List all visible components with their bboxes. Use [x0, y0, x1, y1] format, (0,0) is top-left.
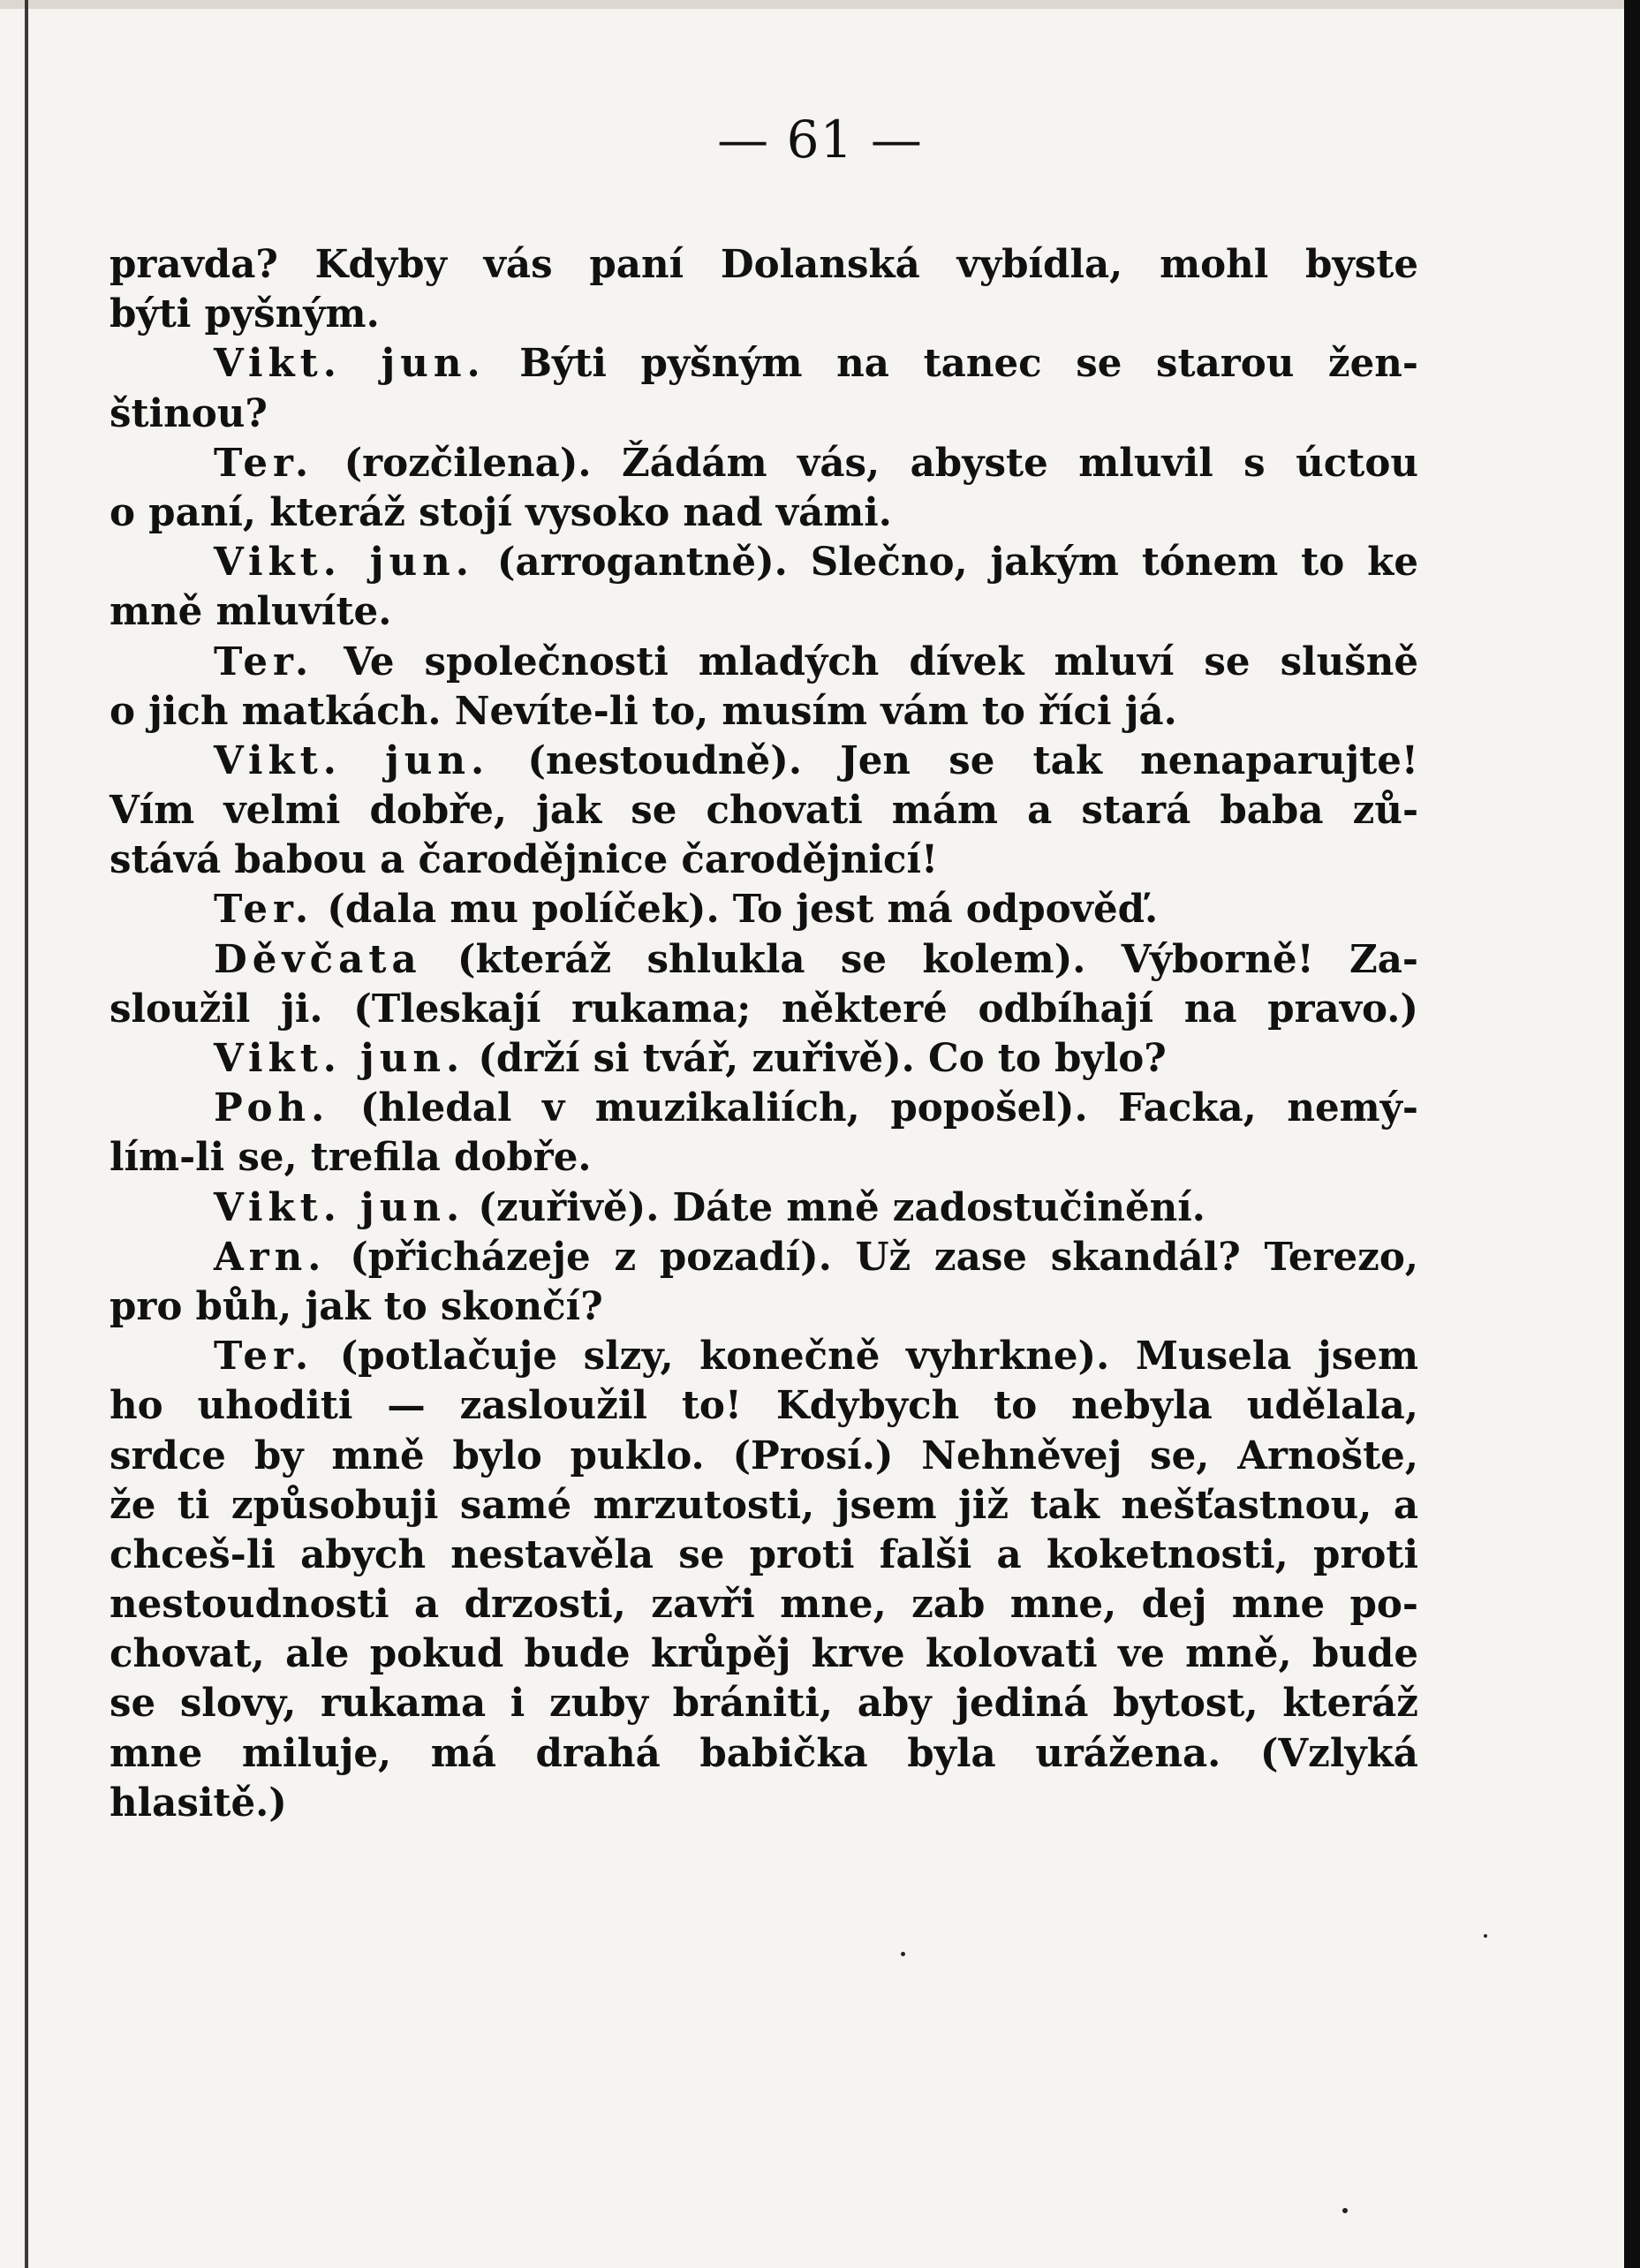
text-line [110, 339, 1418, 389]
text-line [110, 1629, 1418, 1679]
text-line [110, 587, 1418, 637]
line-text: chovat, ale pokud bude krůpěj krve kolovati ve mně, bude [110, 1631, 1418, 1677]
line-text: mne miluje, má drahá babička byla urážena. (Vzlyká [110, 1730, 1418, 1776]
speaker-name: Ter. [214, 1334, 314, 1380]
text-line [110, 488, 1418, 538]
line-text: (hledal v muzikaliích, popošel). Facka, nemý- [359, 1085, 1418, 1131]
line-text: pravda? Kdyby vás paní Dolanská vybídla, mohl byste [110, 242, 1418, 287]
line-text: (zuřivě). Dáte mně zadostučinění. [478, 1184, 1205, 1230]
page-top-edge [0, 0, 1640, 9]
line-text: (přicházeje z pozadí). Už zase skandál? Terezo, [350, 1234, 1418, 1280]
speaker-name: Ter. [214, 440, 314, 486]
line-text: stává babou a čarodějnice čarodějnicí! [110, 837, 939, 883]
text-line [110, 687, 1418, 737]
text-line [110, 1779, 1418, 1828]
body-text [110, 240, 1418, 1828]
line-text: (rozčilena). Žádám vás, abyste mluvil s úctou [344, 440, 1418, 486]
speaker-name: Vikt. jun. [214, 1184, 465, 1230]
speaker-name: Vikt. jun. [214, 341, 486, 387]
text-line [110, 1133, 1418, 1183]
speaker-name: Poh. [214, 1085, 330, 1131]
text-line [110, 1679, 1418, 1728]
text-line [110, 290, 1418, 339]
line-text: býti pyšným. [110, 291, 380, 337]
scan-speck [1342, 2208, 1348, 2213]
text-line [110, 1729, 1418, 1779]
speaker-name: Ter. [214, 639, 314, 684]
text-line [110, 885, 1418, 934]
text-line [110, 985, 1418, 1034]
line-text: ho uhoditi — zasloužil to! Kdybych to nebyla udělala, [110, 1383, 1418, 1429]
text-line [110, 1481, 1418, 1531]
line-text: hlasitě.) [110, 1780, 287, 1826]
text-line [110, 1432, 1418, 1481]
line-text: lím-li se, trefila dobře. [110, 1135, 592, 1181]
text-line [110, 935, 1418, 985]
text-line [110, 1233, 1418, 1282]
text-line [110, 1282, 1418, 1332]
line-text: sloužil ji. (Tleskají rukama; některé odbíhají na pravo.) [110, 986, 1418, 1032]
text-line [110, 1580, 1418, 1629]
text-line [110, 1183, 1418, 1233]
line-text: (kteráž shlukla se kolem). Výborně! Za- [457, 936, 1418, 982]
text-line [110, 835, 1418, 885]
text-line [110, 638, 1418, 687]
text-line [110, 737, 1418, 786]
line-text: mně mluvíte. [110, 589, 392, 635]
line-text: (drží si tvář, zuřivě). Co to bylo? [478, 1036, 1167, 1081]
line-text: Býti pyšným na tanec se starou žen- [519, 341, 1418, 387]
speaker-name: Děvčata [214, 936, 422, 982]
line-text: (dala mu políček). To jest má odpověď. [327, 887, 1159, 933]
speaker-name: Vikt. jun. [214, 540, 474, 586]
text-line [110, 240, 1418, 290]
speaker-name: Arn. [214, 1234, 327, 1280]
line-text: o jich matkách. Nevíte-li to, musím vám to říci já. [110, 688, 1177, 734]
page-number: — 61 — [717, 110, 923, 170]
text-line [110, 786, 1418, 835]
scan-speck [901, 1952, 905, 1956]
text-line [110, 1332, 1418, 1381]
page-right-edge [1624, 0, 1640, 2268]
line-text: o paní, kteráž stojí vysoko nad vámi. [110, 489, 892, 535]
line-text: chceš-li abych nestavěla se proti falši a koketnosti, proti [110, 1531, 1418, 1577]
text-line [110, 389, 1418, 439]
text-line [110, 538, 1418, 587]
line-text: nestoudnosti a drzosti, zavři mne, zab mne, dej mne po- [110, 1582, 1418, 1628]
text-line [110, 1034, 1418, 1084]
binding-shadow-line [25, 0, 28, 2268]
line-text: pro bůh, jak to skončí? [110, 1283, 603, 1329]
line-text: že ti způsobuji samé mrzutosti, jsem již tak nešťastnou, a [110, 1482, 1418, 1528]
line-text: (nestoudně). Jen se tak nenaparujte! [527, 737, 1419, 783]
scan-speck [1484, 1934, 1487, 1938]
line-text: štinou? [110, 390, 268, 436]
line-text: Ve společnosti mladých dívek mluví se slušně [344, 639, 1418, 684]
text-line [110, 1531, 1418, 1580]
line-text: srdce by mně bylo puklo. (Prosí.) Nehněvej se, Arnošte, [110, 1433, 1418, 1478]
line-text: Vím velmi dobře, jak se chovati mám a stará baba zů- [110, 788, 1418, 834]
text-line [110, 1381, 1418, 1431]
speaker-name: Vikt. jun. [214, 1036, 465, 1081]
speaker-name: Ter. [214, 887, 314, 933]
text-line [110, 439, 1418, 488]
line-text: (potlačuje slzy, konečně vyhrkne). Musela jsem [339, 1334, 1418, 1380]
line-text: se slovy, rukama i zuby brániti, aby jediná bytost, kteráž [110, 1681, 1418, 1727]
text-line [110, 1084, 1418, 1133]
speaker-name: Vikt. jun. [214, 737, 490, 783]
line-text: (arrogantně). Slečno, jakým tónem to ke [496, 540, 1418, 586]
